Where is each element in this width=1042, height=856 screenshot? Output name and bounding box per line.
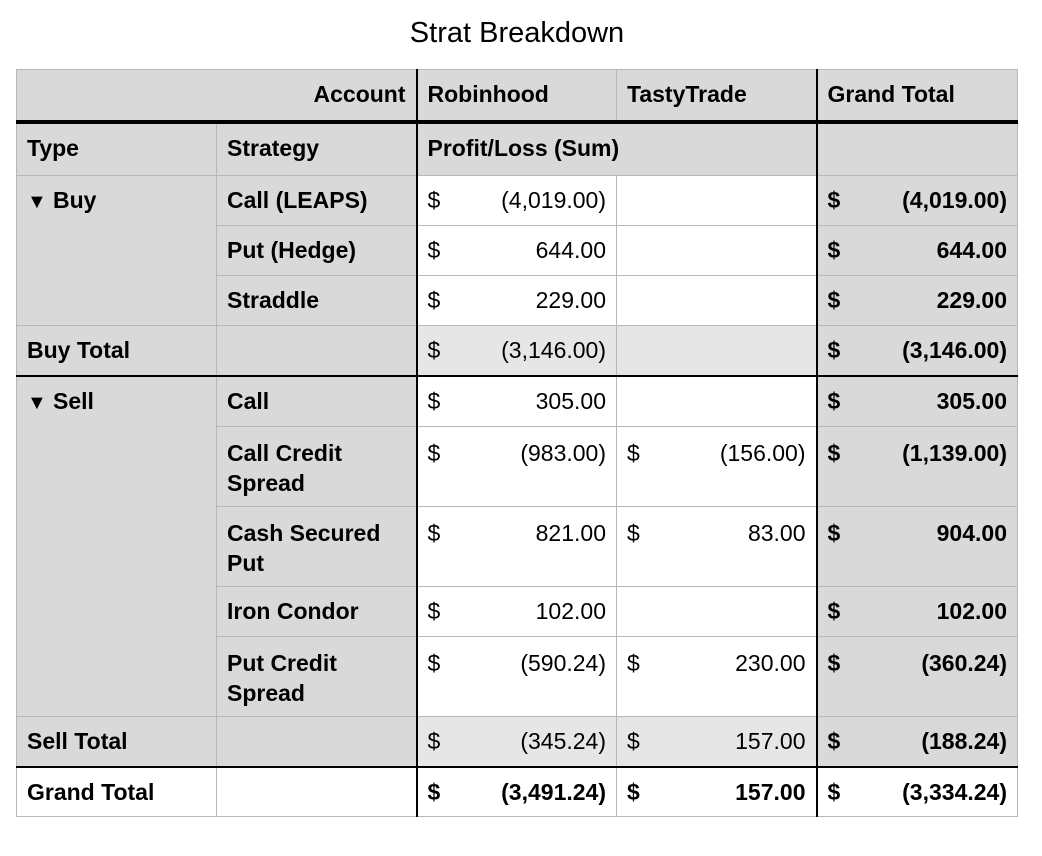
tastytrade-value[interactable]: $ 83.00 (617, 507, 817, 587)
tastytrade-subtotal: $ 157.00 (617, 717, 817, 767)
robinhood-subtotal: $ (3,146.00) (417, 326, 617, 376)
collapse-triangle-icon[interactable]: ▼ (27, 391, 47, 414)
table-row (17, 176, 1018, 226)
grand-total-value: $ 305.00 (817, 376, 1018, 427)
strategy-cell: Straddle (217, 276, 417, 326)
row-header-row (17, 122, 1018, 176)
tastytrade-value[interactable] (617, 276, 817, 326)
type-buy-cell (17, 176, 217, 326)
robinhood-value[interactable]: $ 305.00 (417, 376, 617, 427)
robinhood-value[interactable]: $ (590.24) (417, 637, 617, 717)
robinhood-header[interactable]: Robinhood (417, 70, 617, 122)
type-label: Buy (53, 187, 97, 213)
robinhood-subtotal: $ (345.24) (417, 717, 617, 767)
grand-subtotal: $ (3,146.00) (817, 326, 1018, 376)
table-row (17, 376, 1018, 427)
strategy-cell: Cash Secured Put (217, 507, 417, 587)
tastytrade-value[interactable]: $ 230.00 (617, 637, 817, 717)
tastytrade-value[interactable] (617, 376, 817, 427)
strategy-cell: Call (217, 376, 417, 427)
robinhood-value[interactable]: $ 821.00 (417, 507, 617, 587)
empty-header-cell (817, 122, 1018, 176)
grand-total-value: $ 229.00 (817, 276, 1018, 326)
grand-total-value: $ (4,019.00) (817, 176, 1018, 226)
robinhood-value[interactable]: $ 102.00 (417, 587, 617, 637)
robinhood-value[interactable]: $ (4,019.00) (417, 176, 617, 226)
strategy-cell: Call (LEAPS) (217, 176, 417, 226)
grand-total-value: $ 102.00 (817, 587, 1018, 637)
subtotal-empty-cell (217, 326, 417, 376)
type-label: Sell (53, 387, 94, 414)
grand-total-empty-cell (217, 767, 417, 817)
overall-grand-total: $ (3,334.24) (817, 767, 1018, 817)
strategy-cell: Call Credit Spread (217, 427, 417, 507)
tastytrade-value[interactable]: $ (156.00) (617, 427, 817, 507)
robinhood-grand-total: $ (3,491.24) (417, 767, 617, 817)
grand-total-value: $ 904.00 (817, 507, 1018, 587)
tastytrade-value[interactable] (617, 226, 817, 276)
subtotal-label: Buy Total (17, 326, 217, 376)
tastytrade-header[interactable]: TastyTrade (617, 70, 817, 122)
tastytrade-value[interactable] (617, 176, 817, 226)
grand-total-label: Grand Total (17, 767, 217, 817)
subtotal-row-sell (17, 717, 1018, 767)
table-title: Strat Breakdown (409, 17, 625, 49)
grand-subtotal: $ (188.24) (817, 717, 1018, 767)
column-header-row (17, 70, 1018, 122)
strategy-cell: Iron Condor (217, 587, 417, 637)
collapse-triangle-icon[interactable]: ▼ (27, 191, 47, 213)
strategy-cell: Put (Hedge) (217, 226, 417, 276)
tastytrade-value[interactable] (617, 587, 817, 637)
grand-total-value: $ (360.24) (817, 637, 1018, 717)
type-sell-cell (17, 376, 217, 717)
grand-total-header: Grand Total (817, 70, 1018, 122)
robinhood-value[interactable]: $ (983.00) (417, 427, 617, 507)
measure-header: Profit/Loss (Sum) (417, 122, 817, 176)
robinhood-value[interactable]: $ 644.00 (417, 226, 617, 276)
grand-total-value: $ 644.00 (817, 226, 1018, 276)
account-header: Account (17, 70, 417, 122)
subtotal-row-buy (17, 326, 1018, 376)
tastytrade-subtotal (617, 326, 817, 376)
grand-total-row (17, 767, 1018, 817)
pivot-table (16, 69, 1018, 817)
strategy-cell: Put Credit Spread (217, 637, 417, 717)
strategy-header[interactable]: Strategy (217, 122, 417, 176)
subtotal-label: Sell Total (17, 717, 217, 767)
grand-total-value: $ (1,139.00) (817, 427, 1018, 507)
subtotal-empty-cell (217, 717, 417, 767)
robinhood-value[interactable]: $ 229.00 (417, 276, 617, 326)
tastytrade-grand-total: $ 157.00 (617, 767, 817, 817)
type-header[interactable]: Type (17, 122, 217, 176)
